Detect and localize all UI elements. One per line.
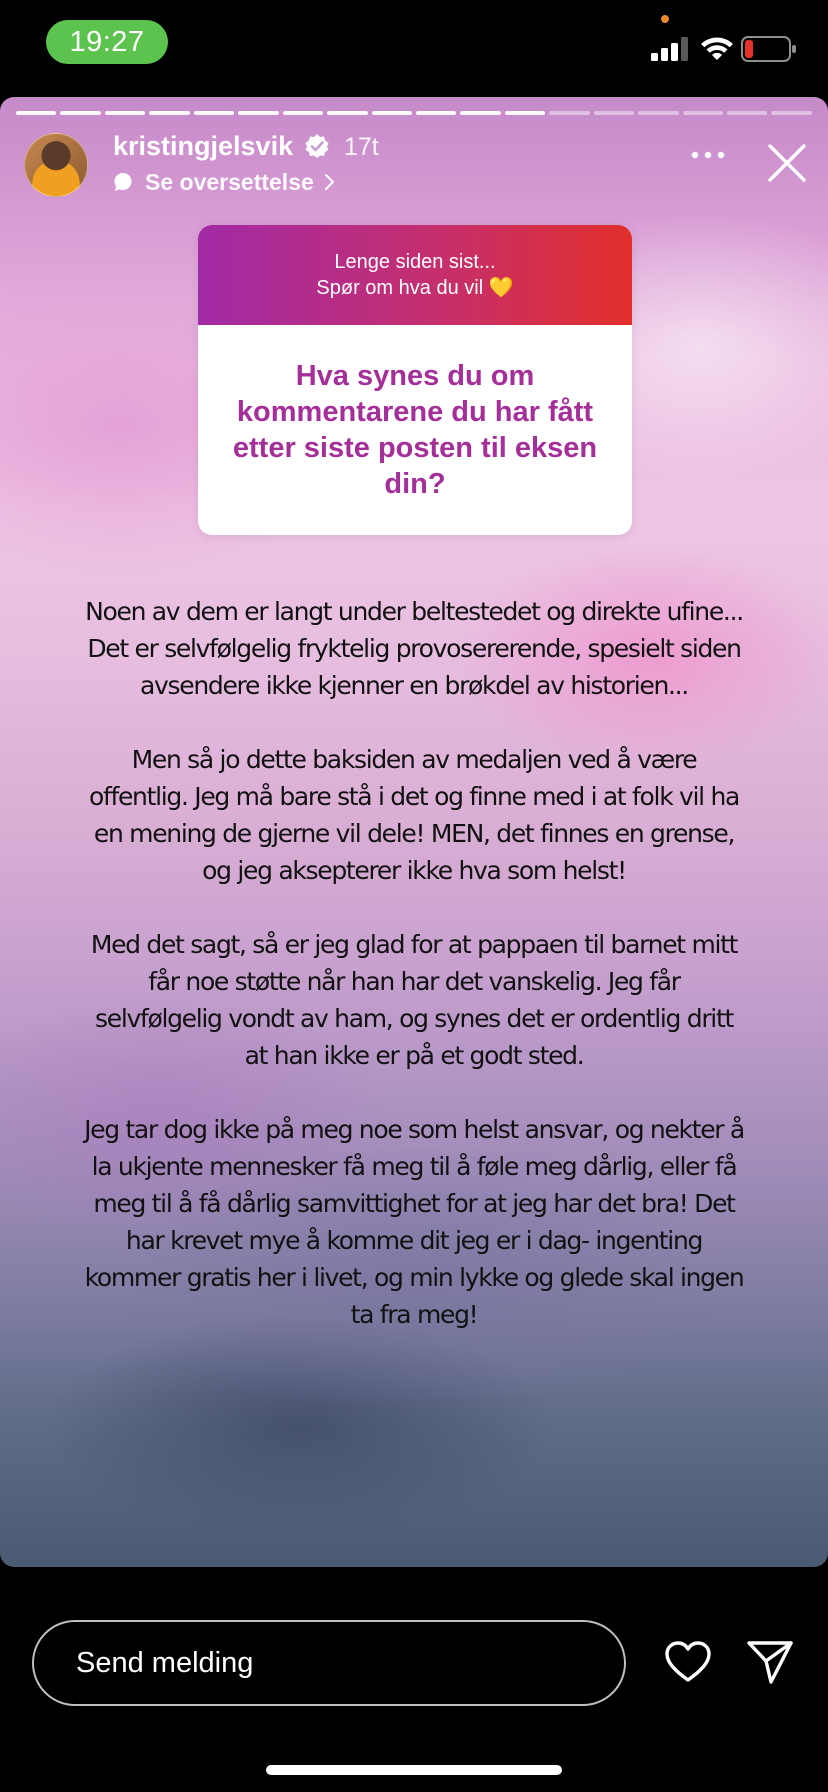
- story-paragraph: Med det sagt, så er jeg glad for at pappaen til barnet mitt får noe støtte når han har det vanskelig. Jeg får selvfølgelig vondt av ham, og synes det er ordentlig dritt at han ikke er på et godt sted.: [90, 930, 738, 1070]
- progress-segment: [105, 111, 145, 115]
- wifi-icon: [700, 36, 734, 62]
- chevron-right-icon: [322, 173, 336, 191]
- more-options-icon[interactable]: [690, 149, 726, 161]
- sticker-header-line-2: Spør om hva du vil 💛: [316, 277, 514, 299]
- story-text-block: [82, 593, 746, 1370]
- home-indicator[interactable]: [266, 1765, 562, 1775]
- progress-segment: [727, 111, 767, 115]
- cellular-signal-icon: [651, 37, 691, 61]
- progress-segment: [460, 111, 500, 115]
- progress-segment: [327, 111, 367, 115]
- progress-segment: [372, 111, 412, 115]
- mic-indicator-icon: [661, 15, 669, 23]
- progress-segment: [638, 111, 678, 115]
- status-bar: [0, 0, 828, 92]
- progress-segment: [194, 111, 234, 115]
- story-paragraph: Jeg tar dog ikke på meg noe som helst ansvar, og nekter å la ukjente mennesker få meg til å føle meg dårlig, eller få meg til å få dårlig samvittighet for at jeg har det bra! Det har krevet mye å komme dit jeg er i dag- ingenting kommer gratis her i livet, og min lykke og glede skal ingen ta fra meg!: [84, 1115, 744, 1329]
- question-sticker[interactable]: [198, 225, 632, 535]
- send-icon[interactable]: [746, 1639, 794, 1685]
- send-message-input[interactable]: Send melding: [32, 1620, 626, 1706]
- story-age: 17t: [344, 133, 379, 161]
- status-time: 19:27: [46, 20, 168, 64]
- story-paragraph: Men så jo dette baksiden av medaljen ved å være offentlig. Jeg må bare stå i det og finne med i at folk vil ha en mening de gjerne vil dele! MEN, det finnes en grense, og jeg aksepterer ikke hva som helst!: [88, 745, 740, 885]
- story-progress-bar: [16, 111, 812, 115]
- sticker-header-line-1: Lenge siden sist...: [334, 251, 496, 273]
- progress-segment: [16, 111, 56, 115]
- progress-segment: [416, 111, 456, 115]
- battery-low-icon: [741, 36, 797, 62]
- progress-segment: [549, 111, 589, 115]
- see-translation-label: Se oversettelse: [145, 168, 314, 195]
- progress-segment: [594, 111, 634, 115]
- progress-segment: [283, 111, 323, 115]
- avatar[interactable]: [24, 133, 88, 197]
- question-sticker-header: [198, 225, 632, 325]
- progress-segment: [149, 111, 189, 115]
- progress-segment: [238, 111, 278, 115]
- heart-icon[interactable]: [664, 1640, 712, 1684]
- progress-segment: [771, 111, 811, 115]
- progress-segment: [60, 111, 100, 115]
- translate-bubble-icon: [113, 172, 133, 192]
- question-text: Hva synes du om kommentarene du har fått etter siste posten til eksen din?: [232, 360, 598, 500]
- story-paragraph: Noen av dem er langt under beltestedet og direkte ufine... Det er selvfølgelig fryktelig provosererende, spesielt siden avsendere ikke kjenner en brøkdel av historien...: [85, 597, 743, 700]
- verified-badge-icon: [304, 133, 330, 159]
- author-username[interactable]: kristingjelsvik: [113, 131, 294, 161]
- story-card[interactable]: [0, 97, 828, 1567]
- close-icon[interactable]: [766, 142, 808, 184]
- see-translation-link[interactable]: [113, 167, 336, 197]
- progress-segment: [505, 111, 545, 115]
- progress-segment: [683, 111, 723, 115]
